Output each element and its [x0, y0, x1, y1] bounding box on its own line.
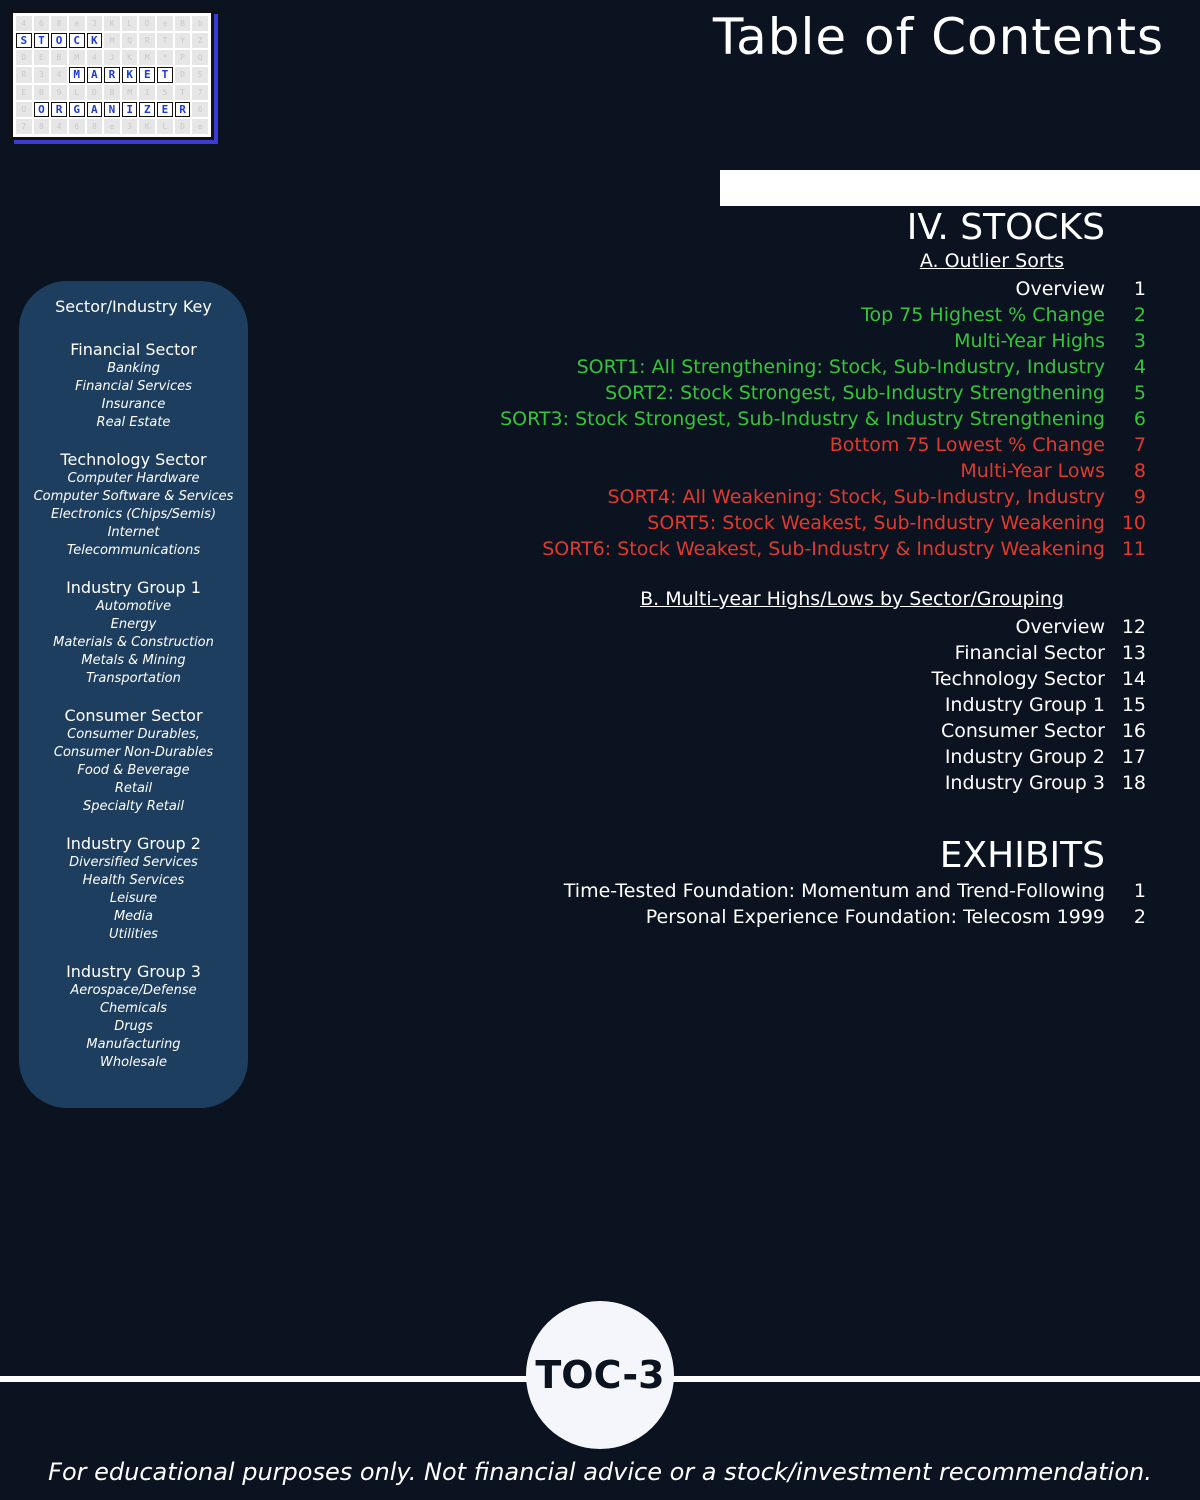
sector-subindustry: Health Services [82, 873, 185, 888]
logo-filler-cell: B [104, 85, 120, 100]
toc-entry-page: 4 [1133, 356, 1146, 378]
sector-subindustry: Telecommunications [66, 543, 201, 558]
logo-filler-cell: 8 [87, 119, 103, 134]
toc-entry[interactable] [940, 718, 1146, 744]
sector-subindustry: Leisure [109, 891, 158, 906]
logo-letter: R [175, 102, 191, 117]
logo-letter: R [104, 67, 120, 82]
sector-subindustry: Diversified Services [69, 855, 198, 870]
logo-letter: R [51, 102, 67, 117]
toc-entry-page: 1 [1133, 278, 1146, 300]
sector-subindustry: Electronics (Chips/Semis) [50, 507, 217, 522]
logo-filler-cell: 5 [157, 85, 173, 100]
sector-subindustry: Banking [107, 361, 160, 376]
toc-entry-label: Top 75 Highest % Change [861, 304, 1105, 326]
section-b-title[interactable]: B. Multi-year Highs/Lows by Sector/Grouping [640, 588, 1064, 610]
toc-entry[interactable] [944, 744, 1146, 770]
toc-entry-label: Overview [1015, 616, 1105, 638]
toc-entry-label: SORT4: All Weakening: Stock, Sub-Industry, Industry [607, 486, 1105, 508]
logo-filler-cell: D [87, 85, 103, 100]
logo-letter: T [157, 67, 173, 82]
logo-filler-cell: 4 [16, 16, 32, 31]
logo-filler-cell: R [139, 33, 155, 48]
logo-letter: S [16, 33, 32, 48]
toc-entry-label: SORT3: Stock Strongest, Sub-Industry & Industry Strengthening [500, 408, 1105, 430]
logo-filler-cell: 6 [69, 119, 85, 134]
logo-letter: O [51, 33, 67, 48]
sector-subindustry: Utilities [109, 927, 158, 942]
logo-letter: O [34, 102, 50, 117]
toc-entry-label: SORT2: Stock Strongest, Sub-Industry Strengthening [605, 382, 1105, 404]
logo-letter: E [139, 67, 155, 82]
toc-entry[interactable] [954, 328, 1146, 354]
toc-entry-page: 10 [1121, 512, 1146, 534]
toc-entry-page: 17 [1121, 746, 1146, 768]
logo-letter: A [87, 67, 103, 82]
logo-letter: K [87, 33, 103, 48]
toc-entry-page: 16 [1121, 720, 1146, 742]
toc-entry-page: 18 [1121, 772, 1146, 794]
toc-entry-label: Technology Sector [931, 668, 1105, 690]
page-badge: TOC-3 [526, 1301, 674, 1449]
toc-entry[interactable] [645, 904, 1146, 930]
toc-entry-page: 1 [1133, 880, 1146, 902]
sector-group-name: Financial Sector [70, 340, 197, 359]
logo-filler-cell: L [157, 119, 173, 134]
toc-entry-label: Industry Group 1 [944, 694, 1105, 716]
sector-subindustry: Energy [110, 617, 157, 632]
toc-entry-label: SORT1: All Strengthening: Stock, Sub-Industry, Industry [576, 356, 1105, 378]
logo-filler-cell: 6 [192, 102, 208, 117]
logo-filler-cell: S [192, 67, 208, 82]
sector-subindustry: Real Estate [96, 415, 171, 430]
toc-entry-label: Financial Sector [954, 642, 1105, 664]
toc-entry[interactable] [829, 432, 1146, 458]
toc-entry-page: 5 [1133, 382, 1146, 404]
toc-entry-label: SORT6: Stock Weakest, Sub-Industry & Industry Weakening [542, 538, 1105, 560]
toc-entry-label: Personal Experience Foundation: Telecosm 1999 [645, 906, 1105, 928]
logo-filler-cell: 3 [87, 16, 103, 31]
logo-filler-cell: 3 [34, 67, 50, 82]
toc-entry-label: Industry Group 3 [944, 772, 1105, 794]
sector-subindustry: Manufacturing [86, 1037, 181, 1052]
logo-filler-cell: K [139, 119, 155, 134]
toc-entry[interactable] [542, 536, 1146, 562]
sector-subindustry: Computer Software & Services [33, 489, 234, 504]
sector-subindustry: Specialty Retail [82, 799, 185, 814]
sector-subindustry: Aerospace/Defense [70, 983, 197, 998]
logo-letter: G [69, 102, 85, 117]
logo-filler-cell: e [192, 119, 208, 134]
toc-entry-page: 9 [1133, 486, 1146, 508]
sector-group-name: Industry Group 1 [66, 578, 201, 597]
page-title: Table of Contents [712, 8, 1164, 66]
toc-entry-page: 2 [1133, 304, 1146, 326]
toc-entry[interactable] [954, 640, 1146, 666]
sector-group-name: Industry Group 3 [66, 962, 201, 981]
logo-filler-cell: Y [175, 33, 191, 48]
logo-filler-cell: T [175, 85, 191, 100]
logo-filler-cell: M [69, 50, 85, 65]
logo-filler-cell: Z [192, 33, 208, 48]
logo-filler-cell: K [122, 50, 138, 65]
logo-letter: K [122, 67, 138, 82]
sector-group-name: Industry Group 2 [66, 834, 201, 853]
logo-filler-cell: b [192, 16, 208, 31]
sector-subindustry: Drugs [114, 1019, 153, 1034]
logo-letter: T [34, 33, 50, 48]
toc-entry[interactable] [960, 458, 1146, 484]
logo-filler-cell: e [69, 16, 85, 31]
logo-filler-cell: B [175, 16, 191, 31]
toc-entry[interactable] [605, 380, 1146, 406]
logo-filler-cell: 4 [87, 50, 103, 65]
toc-entry-page: 13 [1121, 642, 1146, 664]
logo-filler-cell: D [16, 50, 32, 65]
logo-filler-cell: D [139, 16, 155, 31]
logo-letter: A [87, 102, 103, 117]
logo-filler-cell: 3 [122, 119, 138, 134]
logo-filler-cell: E [16, 85, 32, 100]
logo-letter: I [122, 102, 138, 117]
toc-entry-label: Bottom 75 Lowest % Change [829, 434, 1105, 456]
toc-entry-page: 2 [1133, 906, 1146, 928]
sector-subindustry: Materials & Construction [53, 635, 214, 650]
logo-filler-cell: P [175, 50, 191, 65]
sector-subindustry: Transportation [86, 671, 181, 686]
logo-filler-cell: T [157, 33, 173, 48]
logo-filler-cell: Q [192, 50, 208, 65]
logo-filler-cell: B [34, 85, 50, 100]
logo-filler-cell: 8 [51, 16, 67, 31]
toc-entry[interactable] [1015, 614, 1146, 640]
logo-filler-cell: 8 [34, 119, 50, 134]
logo-filler-cell: E [34, 50, 50, 65]
toc-entry[interactable] [500, 406, 1146, 432]
toc-entry-page: 14 [1121, 668, 1146, 690]
logo-filler-cell: L [69, 85, 85, 100]
logo-letter: Z [139, 102, 155, 117]
logo-filler-cell: M [122, 85, 138, 100]
toc-entry-label: Consumer Sector [940, 720, 1105, 742]
logo-letter: E [157, 102, 173, 117]
sector-subindustry: Media [113, 909, 154, 924]
logo-filler-cell: * [157, 50, 173, 65]
toc-entry[interactable] [563, 878, 1146, 904]
sector-group-name: Technology Sector [60, 450, 207, 469]
sector-subindustry: Wholesale [99, 1055, 167, 1070]
toc-entry[interactable] [576, 354, 1146, 380]
logo-filler-cell: 7 [192, 85, 208, 100]
toc-entry-page: 3 [1133, 330, 1146, 352]
sector-subindustry: Financial Services [75, 379, 192, 394]
logo-filler-cell: I [139, 85, 155, 100]
toc-entry-page: 6 [1133, 408, 1146, 430]
logo-filler-cell: 9 [51, 85, 67, 100]
toc-entry[interactable] [944, 692, 1146, 718]
toc-entry-page: 7 [1133, 434, 1146, 456]
disclaimer: For educational purposes only. Not financial advice or a stock/investment recommendation. [48, 1458, 1152, 1486]
sector-subindustry: Internet [107, 525, 160, 540]
toc-entry-label: Multi-Year Lows [960, 460, 1105, 482]
toc-entry-page: 12 [1121, 616, 1146, 638]
logo-filler-cell: M [139, 50, 155, 65]
sector-subindustry: Consumer Non-Durables [53, 745, 214, 760]
toc-entry-page: 11 [1121, 538, 1146, 560]
stocks-heading: IV. STOCKS [906, 207, 1105, 248]
logo-filler-cell: 4 [51, 67, 67, 82]
logo-filler-cell: B [51, 50, 67, 65]
sector-subindustry: Automotive [95, 599, 172, 614]
toc-entry-label: Multi-Year Highs [954, 330, 1105, 352]
toc-entry-label: Industry Group 2 [944, 746, 1105, 768]
sector-key-title: Sector/Industry Key [55, 297, 212, 316]
toc-entry[interactable] [1015, 276, 1146, 302]
logo-filler-cell: 7 [16, 119, 32, 134]
sector-subindustry: Retail [114, 781, 153, 796]
sector-group-name: Consumer Sector [64, 706, 203, 725]
toc-entry-page: 8 [1133, 460, 1146, 482]
toc-entry-page: 15 [1121, 694, 1146, 716]
section-a-title[interactable]: A. Outlier Sorts [919, 250, 1064, 272]
logo-letter: N [104, 102, 120, 117]
sector-subindustry: Chemicals [99, 1001, 168, 1016]
logo-letter: M [69, 67, 85, 82]
sector-subindustry: Consumer Durables, [67, 727, 200, 742]
toc-entry[interactable] [647, 510, 1146, 536]
logo-letter: C [69, 33, 85, 48]
toc-entry[interactable] [944, 770, 1146, 796]
logo-filler-cell: J [104, 50, 120, 65]
logo-filler-cell: e [157, 16, 173, 31]
logo-filler-cell: Q [122, 33, 138, 48]
sector-subindustry: Insurance [101, 397, 166, 412]
logo-filler-cell: R [16, 67, 32, 82]
toc-entry-label: Overview [1015, 278, 1105, 300]
toc-entry[interactable] [931, 666, 1146, 692]
logo-filler-cell: D [175, 67, 191, 82]
toc-entry-label: Time-Tested Foundation: Momentum and Trend-Following [563, 880, 1105, 902]
logo-filler-cell: M [104, 33, 120, 48]
logo-filler-cell: U [16, 102, 32, 117]
exhibits-heading: EXHIBITS [939, 835, 1105, 876]
logo-filler-cell: K [104, 16, 120, 31]
sector-subindustry: Computer Hardware [67, 471, 200, 486]
logo-filler-cell: 4 [51, 119, 67, 134]
sector-subindustry: Food & Beverage [77, 763, 190, 778]
logo-filler-cell: 6 [34, 16, 50, 31]
logo-filler-cell: D [175, 119, 191, 134]
toc-entry[interactable] [861, 302, 1146, 328]
logo-filler-cell: L [122, 16, 138, 31]
logo-filler-cell: e [104, 119, 120, 134]
sector-subindustry: Metals & Mining [81, 653, 186, 668]
toc-entry-label: SORT5: Stock Weakest, Sub-Industry Weakening [647, 512, 1105, 534]
toc-entry[interactable] [607, 484, 1146, 510]
